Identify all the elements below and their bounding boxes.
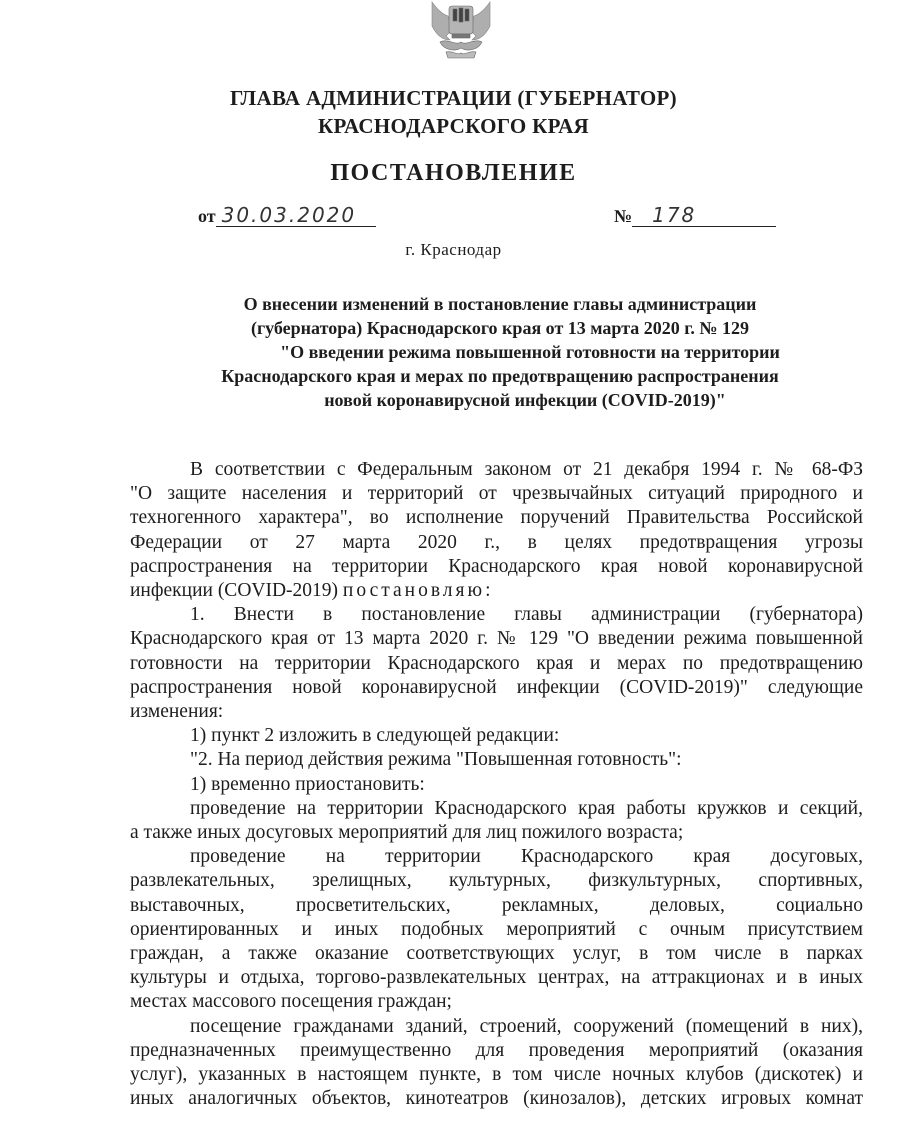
text-line: выставочных, просветительских, рекламных, деловых, социально xyxy=(130,894,863,916)
text-line: распространения новой коронавирусной инфекции (COVID-2019)" следующие xyxy=(130,676,863,698)
text-line: культуры и отдыха, торгово-развлекательных центрах, на аттракционах и в иных xyxy=(130,967,863,989)
text-line: проведение на территории Краснодарского края досуговых, xyxy=(190,846,863,868)
subitem-1: 1) пункт 2 изложить в следующей редакции: xyxy=(190,725,560,747)
item-1-paragraph xyxy=(130,603,863,724)
city: г. Краснодар xyxy=(405,240,502,259)
text-line: иных аналогичных объектов, кинотеатров (кинозалов), детских игровых комнат xyxy=(130,1088,863,1110)
subject-line: О внесении изменений в постановление главы администрации xyxy=(243,294,757,314)
quoted-item-2: "2. На период действия режима "Повышенная готовность": xyxy=(190,749,682,771)
document-date xyxy=(198,204,376,227)
text-line: посещение гражданами зданий, строений, сооружений (помещений в них), xyxy=(190,1015,863,1037)
text-line: а также иных досуговых мероприятий для лиц пожилого возраста; xyxy=(130,822,684,844)
date-value: 30.03.2020 xyxy=(216,204,376,227)
text-line xyxy=(130,579,863,603)
preamble-paragraph xyxy=(130,458,863,603)
text-line: ориентированных и иных подобных мероприятий с очным присутствием xyxy=(130,918,863,940)
number-value: 178 xyxy=(632,204,776,227)
date-label: от xyxy=(198,206,216,226)
document-number xyxy=(614,204,776,227)
text-line: Краснодарского края от 13 марта 2020 г. № 129 "О введении режима повышенной xyxy=(130,628,863,650)
text-line: услуг), указанных в настоящем пункте, в том числе ночных клубов (дискотек) и xyxy=(130,1064,863,1086)
paragraph-a xyxy=(130,797,863,845)
resolve-word: постановляю: xyxy=(342,580,494,602)
text-fragment: инфекции (COVID-2019) xyxy=(130,580,343,602)
text-line: Федерации от 27 марта 2020 г., в целях предотвращения угрозы xyxy=(130,531,863,553)
text-line: готовности на территории Краснодарского края и мерах по предотвращению xyxy=(130,652,863,674)
text-line: 1. Внести в постановление главы администрации (губернатора) xyxy=(190,604,863,626)
issuer-title-line-1: ГЛАВА АДМИНИСТРАЦИИ (ГУБЕРНАТОР) xyxy=(230,86,677,110)
paragraph-b xyxy=(130,845,863,1014)
paragraph-c xyxy=(130,1015,863,1112)
coat-of-arms-icon xyxy=(428,0,494,62)
subject-line: Краснодарского края и мерах по предотвращению распространения xyxy=(221,366,779,386)
text-line: изменения: xyxy=(130,701,224,723)
subject-line: новой коронавирусной инфекции (COVID-2019)" xyxy=(324,390,726,410)
text-line: развлекательных, зрелищных, культурных, физкультурных, спортивных, xyxy=(130,870,863,892)
text-line: граждан, а также оказание соответствующих услуг, в том числе в парках xyxy=(130,943,863,965)
text-line: проведение на территории Краснодарского края работы кружков и секций, xyxy=(190,797,863,819)
subject-line: "О введении режима повышенной готовности на территории xyxy=(280,342,780,362)
text-line: В соответствии с Федеральным законом от 21 декабря 1994 г. № 68-ФЗ xyxy=(190,459,863,480)
text-line: распространения на территории Краснодарского края новой коронавирусной xyxy=(130,555,863,577)
number-label: № xyxy=(614,206,633,226)
subitem-1-1: 1) временно приостановить: xyxy=(190,773,425,795)
document-type: ПОСТАНОВЛЕНИЕ xyxy=(330,160,577,186)
subject-line: (губернатора) Краснодарского края от 13 марта 2020 г. № 129 xyxy=(250,318,749,338)
document-subject xyxy=(150,292,850,412)
issuer-title-line-2: КРАСНОДАРСКОГО КРАЯ xyxy=(318,114,589,138)
document-body xyxy=(130,458,863,1111)
text-line: техногенного характера", во исполнение поручений Правительства Российской xyxy=(130,507,863,529)
text-line: предназначенных преимущественно для проведения мероприятий (оказания xyxy=(130,1039,863,1061)
text-line: местах массового посещения граждан; xyxy=(130,991,452,1013)
text-line: "О защите населения и территорий от чрезвычайных ситуаций природного и xyxy=(130,483,863,505)
